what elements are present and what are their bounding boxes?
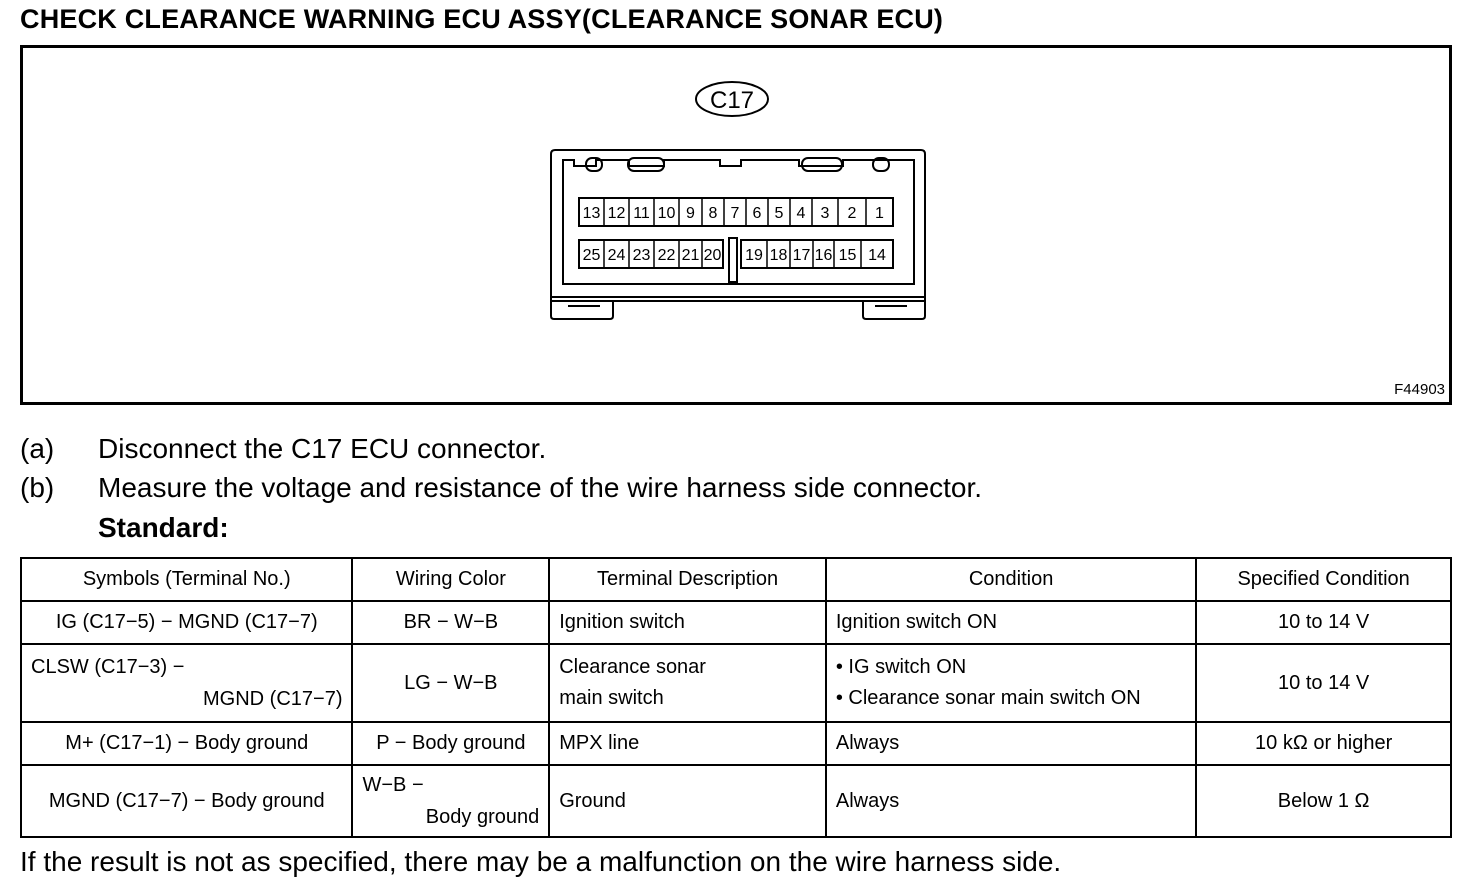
- cell-specified: 10 to 14 V: [1196, 601, 1451, 644]
- pin-number: 7: [730, 205, 740, 222]
- pin-number: 23: [632, 247, 651, 264]
- cell-symbols: MGND (C17−7) − Body ground: [21, 765, 352, 837]
- pin-number: 5: [774, 205, 784, 222]
- cell-line: Body ground: [425, 806, 540, 828]
- pin-number: 20: [703, 247, 722, 264]
- pin-number: 18: [769, 247, 788, 264]
- pin-number: 4: [796, 205, 806, 222]
- step-a: [20, 433, 546, 465]
- cell-condition: Ignition switch ON: [826, 601, 1196, 644]
- pin-number: 16: [814, 247, 833, 264]
- pin-number: 17: [792, 247, 811, 264]
- cell-line: main switch: [559, 687, 664, 709]
- cell-description: Ignition switch: [549, 601, 826, 644]
- cell-line: MGND (C17−7): [203, 688, 343, 710]
- cell-condition: Always: [826, 722, 1196, 765]
- cell-wiring: BR − W−B: [352, 601, 549, 644]
- cell-line: CLSW (C17−3) −: [31, 656, 185, 678]
- step-text: Disconnect the C17 ECU connector.: [98, 433, 547, 464]
- step-text: Measure the voltage and resistance of the wire harness side connector.: [98, 472, 983, 503]
- pin-number: 3: [820, 205, 830, 222]
- pin-number: 14: [868, 247, 886, 264]
- cell-description: Ground: [549, 765, 826, 837]
- step-b: [20, 472, 982, 504]
- cell-description: MPX line: [549, 722, 826, 765]
- cell-wiring: P − Body ground: [352, 722, 549, 765]
- cell-wiring: LG − W−B: [352, 644, 549, 722]
- pin-number: 24: [607, 247, 626, 264]
- pin-number: 21: [681, 247, 700, 264]
- figure-code: F44903: [1394, 381, 1445, 398]
- cell-line: • Clearance sonar main switch ON: [835, 687, 1141, 709]
- table-row: [21, 722, 1451, 765]
- latch-left: [586, 158, 602, 171]
- standard-label: Standard:: [98, 512, 229, 543]
- cell-condition: Always: [826, 765, 1196, 837]
- connector-label: C17: [709, 87, 755, 114]
- section-title: CHECK CLEARANCE WARNING ECU ASSY(CLEARANCE SONAR ECU): [20, 4, 944, 34]
- pin-number: 22: [657, 247, 676, 264]
- cell-symbols: [21, 644, 352, 722]
- cell-line: W−B −: [362, 774, 424, 796]
- pin-number: 10: [657, 205, 676, 222]
- cell-condition: [826, 644, 1196, 722]
- header-specified-condition: Specified Condition: [1196, 558, 1451, 601]
- step-label: (b): [20, 472, 55, 503]
- cell-line: • IG switch ON: [835, 656, 967, 678]
- cell-specified: 10 to 14 V: [1196, 644, 1451, 722]
- cell-specified: 10 kΩ or higher: [1196, 722, 1451, 765]
- pin-number: 1: [875, 205, 884, 222]
- pin-number: 6: [752, 205, 762, 222]
- pin-number: 19: [745, 247, 763, 264]
- latch-mid-right: [802, 158, 842, 171]
- specification-table: [20, 557, 1452, 838]
- cell-symbols: IG (C17−5) − MGND (C17−7): [21, 601, 352, 644]
- connector-figure: [20, 45, 1452, 405]
- table-row: [21, 601, 1451, 644]
- cell-wiring: [352, 765, 549, 837]
- header-symbols: Symbols (Terminal No.): [21, 558, 352, 601]
- cell-specified: Below 1 Ω: [1196, 765, 1451, 837]
- pin-number: 15: [838, 247, 857, 264]
- table-row: [21, 644, 1451, 722]
- pin-number: 2: [847, 205, 857, 222]
- header-wiring-color: Wiring Color: [352, 558, 549, 601]
- key-slot: [729, 238, 737, 282]
- table-header-row: [21, 558, 1451, 601]
- latch-mid-left: [628, 158, 664, 171]
- pin-number: 11: [633, 205, 650, 222]
- pin-number: 9: [686, 205, 695, 222]
- header-condition: Condition: [826, 558, 1196, 601]
- pin-number: 25: [582, 247, 601, 264]
- step-label: (a): [20, 433, 55, 464]
- table-row: [21, 765, 1451, 837]
- connector-diagram: [23, 48, 1449, 402]
- cell-line: Clearance sonar: [559, 656, 706, 678]
- cell-description: [549, 644, 826, 722]
- footer-note: If the result is not as specified, there may be a malfunction on the wire harness side.: [20, 846, 1062, 877]
- cell-symbols: M+ (C17−1) − Body ground: [21, 722, 352, 765]
- pin-number: 12: [607, 205, 626, 222]
- header-terminal-description: Terminal Description: [549, 558, 826, 601]
- pin-number: 8: [708, 205, 718, 222]
- pin-number: 13: [582, 205, 601, 222]
